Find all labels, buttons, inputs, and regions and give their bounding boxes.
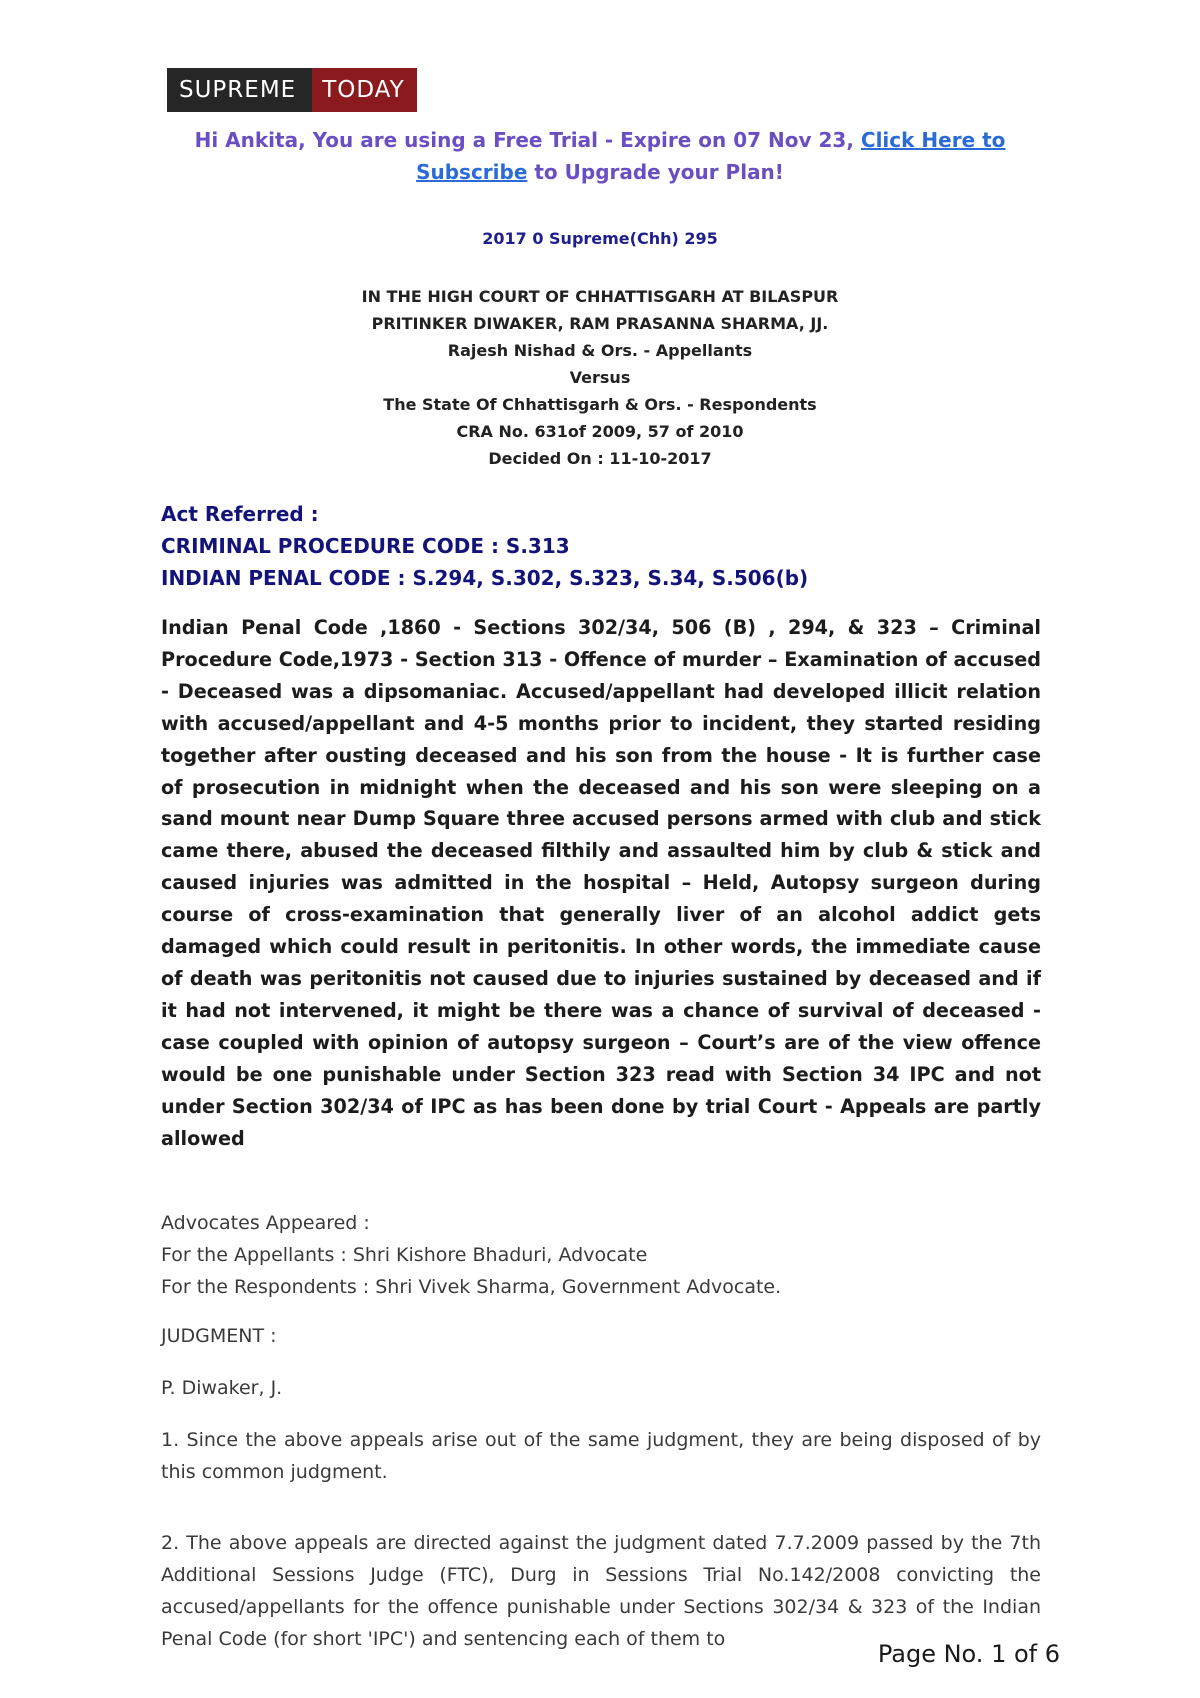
paragraph-2: 2. The above appeals are directed against the judgment dated 7.7.2009 passed by the 7th Additional Sessions Judge (FTC), Durg in Sessions Trial No.142/2008 convicting the accused/appellants for the offence punishable under Sections 302/34 & 323 of the Indian Penal Code (for short 'IPC') and sentencing each of them to xyxy=(161,1532,1041,1650)
act-ipc: INDIAN PENAL CODE : S.294, S.302, S.323, S.34, S.506(b) xyxy=(161,566,809,590)
trial-banner xyxy=(160,124,1040,188)
acts-referred-label: Act Referred : xyxy=(161,502,319,526)
respondents: The State Of Chhattisgarh & Ors. - Respondents xyxy=(383,395,817,414)
court-name: IN THE HIGH COURT OF CHHATTISGARH AT BILASPUR xyxy=(361,287,839,306)
judge-name: P. Diwaker, J. xyxy=(161,1377,283,1399)
case-header xyxy=(160,283,1040,472)
bench-judges: PRITINKER DIWAKER, RAM PRASANNA SHARMA, JJ. xyxy=(371,314,829,333)
decided-date: Decided On : 11-10-2017 xyxy=(488,449,712,468)
advocates-section xyxy=(161,1207,1041,1303)
case-number: CRA No. 631of 2009, 57 of 2010 xyxy=(456,422,744,441)
act-crpc: CRIMINAL PROCEDURE CODE : S.313 xyxy=(161,534,570,558)
paragraph-1: 1. Since the above appeals arise out of the same judgment, they are being disposed of by this common judgment. xyxy=(161,1429,1041,1483)
case-citation: 2017 0 Supreme(Chh) 295 xyxy=(482,229,718,248)
headnote: Indian Penal Code ,1860 - Sections 302/34, 506 (B) , 294, & 323 – Criminal Procedure Code,1973 - Section 313 - Offence of murder – Examination of accused - Deceased was a dipsomaniac. Accused/appellant had developed illicit relation with accused/appellant and 4-5 months prior to incident, they started residing together after ousting deceased and his son from the house - It is further case of prosecution in midnight when the deceased and his son were sleeping on a sand mount near Dump Square three accused persons armed with club and stick came there, abused the deceased filthily and assaulted him by club & stick and caused injuries was admitted in the hospital – Held, Autopsy surgeon during course of cross-examination that generally liver of an alcohol addict gets damaged which could result in peritonitis. In other words, the immediate cause of death was peritonitis not caused due to injuries sustained by deceased and if it had not intervened, it might be there was a chance of survival of deceased - case coupled with opinion of autopsy surgeon – Court’s are of the view offence would be one punishable under Section 323 read with Section 34 IPC and not under Section 302/34 of IPC as has been done by trial Court - Appeals are partly allowed xyxy=(161,616,1041,1150)
versus-label: Versus xyxy=(569,368,631,387)
judgment-label: JUDGMENT : xyxy=(161,1325,277,1347)
supreme-today-logo[interactable] xyxy=(167,68,417,112)
trial-message: Hi Ankita, You are using a Free Trial - Expire on 07 Nov 23, xyxy=(194,128,861,152)
page-number: Page No. 1 of 6 xyxy=(877,1640,1060,1668)
advocates-label: Advocates Appeared : xyxy=(161,1212,370,1234)
subscribe-link[interactable]: Click Here to Subscribe xyxy=(416,128,1006,184)
advocate-respondents: For the Respondents : Shri Vivek Sharma, Government Advocate. xyxy=(161,1276,782,1298)
appellants: Rajesh Nishad & Ors. - Appellants xyxy=(447,341,753,360)
acts-referred xyxy=(161,498,1041,594)
logo-text-supreme: SUPREME xyxy=(167,68,312,112)
logo-text-today: TODAY xyxy=(312,68,416,112)
advocate-appellants: For the Appellants : Shri Kishore Bhaduri, Advocate xyxy=(161,1244,648,1266)
trial-message-suffix: to Upgrade your Plan! xyxy=(527,160,784,184)
